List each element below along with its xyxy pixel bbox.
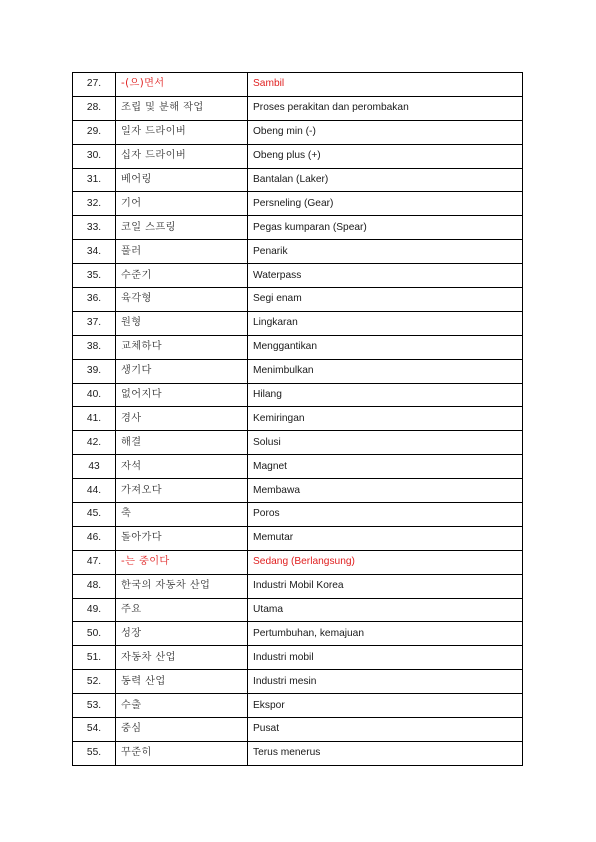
korean-term: 경사	[116, 407, 248, 431]
table-row	[73, 455, 523, 479]
korean-term: 중심	[116, 718, 248, 742]
row-number: 41.	[73, 407, 116, 431]
table-row	[73, 718, 523, 742]
table-row	[73, 264, 523, 288]
table-row	[73, 216, 523, 240]
table-row	[73, 598, 523, 622]
row-number: 32.	[73, 192, 116, 216]
row-number: 48.	[73, 574, 116, 598]
row-number: 55.	[73, 741, 116, 765]
indonesian-translation: Obeng min (-)	[248, 120, 523, 144]
table-row	[73, 383, 523, 407]
row-number: 44.	[73, 479, 116, 503]
indonesian-translation: Kemiringan	[248, 407, 523, 431]
row-number: 27.	[73, 73, 116, 97]
indonesian-translation: Membawa	[248, 479, 523, 503]
korean-term: 교체하다	[116, 335, 248, 359]
row-number: 52.	[73, 670, 116, 694]
indonesian-translation: Obeng plus (+)	[248, 144, 523, 168]
row-number: 51.	[73, 646, 116, 670]
table-row	[73, 144, 523, 168]
row-number: 29.	[73, 120, 116, 144]
row-number: 49.	[73, 598, 116, 622]
indonesian-translation: Menggantikan	[248, 335, 523, 359]
indonesian-translation: Waterpass	[248, 264, 523, 288]
indonesian-translation: Lingkaran	[248, 311, 523, 335]
row-number: 45.	[73, 503, 116, 527]
indonesian-translation: Sedang (Berlangsung)	[248, 550, 523, 574]
korean-term: 한국의 자동차 산업	[116, 574, 248, 598]
table-row	[73, 359, 523, 383]
indonesian-translation: Memutar	[248, 526, 523, 550]
table-row	[73, 311, 523, 335]
vocabulary-table-body	[73, 73, 523, 766]
korean-term: 없어지다	[116, 383, 248, 407]
korean-term: 기어	[116, 192, 248, 216]
row-number: 34.	[73, 240, 116, 264]
indonesian-translation: Solusi	[248, 431, 523, 455]
row-number: 43	[73, 455, 116, 479]
table-row	[73, 574, 523, 598]
korean-term: -(으)면서	[116, 73, 248, 97]
row-number: 33.	[73, 216, 116, 240]
row-number: 42.	[73, 431, 116, 455]
row-number: 47.	[73, 550, 116, 574]
korean-term: 조립 및 분해 작업	[116, 96, 248, 120]
indonesian-translation: Sambil	[248, 73, 523, 97]
indonesian-translation: Segi enam	[248, 288, 523, 312]
indonesian-translation: Pusat	[248, 718, 523, 742]
indonesian-translation: Penarik	[248, 240, 523, 264]
korean-term: 주요	[116, 598, 248, 622]
row-number: 28.	[73, 96, 116, 120]
row-number: 36.	[73, 288, 116, 312]
indonesian-translation: Industri Mobil Korea	[248, 574, 523, 598]
korean-term: 원형	[116, 311, 248, 335]
table-row	[73, 240, 523, 264]
row-number: 35.	[73, 264, 116, 288]
korean-term: 수준기	[116, 264, 248, 288]
table-row	[73, 96, 523, 120]
row-number: 54.	[73, 718, 116, 742]
korean-term: 성장	[116, 622, 248, 646]
korean-term: 해결	[116, 431, 248, 455]
indonesian-translation: Pertumbuhan, kemajuan	[248, 622, 523, 646]
indonesian-translation: Menimbulkan	[248, 359, 523, 383]
table-row	[73, 741, 523, 765]
korean-term: 동력 산업	[116, 670, 248, 694]
table-row	[73, 646, 523, 670]
korean-term: 가져오다	[116, 479, 248, 503]
row-number: 38.	[73, 335, 116, 359]
table-row	[73, 526, 523, 550]
table-row	[73, 73, 523, 97]
table-row	[73, 168, 523, 192]
korean-term: 돌아가다	[116, 526, 248, 550]
table-row	[73, 335, 523, 359]
indonesian-translation: Industri mobil	[248, 646, 523, 670]
row-number: 40.	[73, 383, 116, 407]
korean-term: 생기다	[116, 359, 248, 383]
indonesian-translation: Pegas kumparan (Spear)	[248, 216, 523, 240]
table-row	[73, 622, 523, 646]
korean-term: 자동차 산업	[116, 646, 248, 670]
table-row	[73, 407, 523, 431]
indonesian-translation: Bantalan (Laker)	[248, 168, 523, 192]
table-row	[73, 694, 523, 718]
table-row	[73, 550, 523, 574]
indonesian-translation: Ekspor	[248, 694, 523, 718]
korean-term: 육각형	[116, 288, 248, 312]
indonesian-translation: Terus menerus	[248, 741, 523, 765]
table-row	[73, 192, 523, 216]
korean-term: 자석	[116, 455, 248, 479]
indonesian-translation: Poros	[248, 503, 523, 527]
korean-term: 축	[116, 503, 248, 527]
row-number: 30.	[73, 144, 116, 168]
korean-term: 십자 드라이버	[116, 144, 248, 168]
korean-term: 꾸준히	[116, 741, 248, 765]
table-row	[73, 479, 523, 503]
row-number: 50.	[73, 622, 116, 646]
korean-term: 베어링	[116, 168, 248, 192]
row-number: 37.	[73, 311, 116, 335]
indonesian-translation: Utama	[248, 598, 523, 622]
table-row	[73, 288, 523, 312]
indonesian-translation: Hilang	[248, 383, 523, 407]
table-row	[73, 670, 523, 694]
row-number: 31.	[73, 168, 116, 192]
korean-term: 코일 스프링	[116, 216, 248, 240]
indonesian-translation: Magnet	[248, 455, 523, 479]
row-number: 46.	[73, 526, 116, 550]
indonesian-translation: Industri mesin	[248, 670, 523, 694]
row-number: 53.	[73, 694, 116, 718]
row-number: 39.	[73, 359, 116, 383]
korean-term: 풀러	[116, 240, 248, 264]
korean-term: 일자 드라이버	[116, 120, 248, 144]
korean-term: 수출	[116, 694, 248, 718]
table-row	[73, 120, 523, 144]
vocabulary-table	[72, 72, 523, 766]
indonesian-translation: Persneling (Gear)	[248, 192, 523, 216]
indonesian-translation: Proses perakitan dan perombakan	[248, 96, 523, 120]
korean-term: -는 중이다	[116, 550, 248, 574]
table-row	[73, 503, 523, 527]
table-row	[73, 431, 523, 455]
